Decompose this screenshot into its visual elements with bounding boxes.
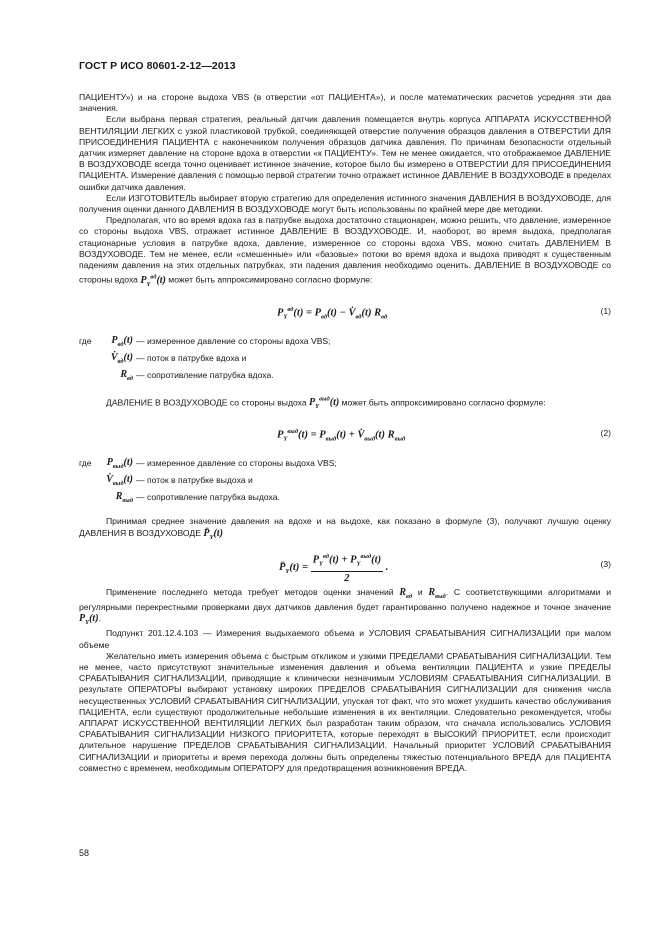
paragraph-9: Желательно иметь измерения объема с быстрым откликом и узкими ПРЕДЕЛАМИ СРАБАТЫВАНИЯ СИГНАЛИЗАЦИИ. Тем не менее, часто присутствуют значительные изменения давления и объема вентиляции ПАЦИЕНТА и узкие ПРЕДЕЛЫ СРАБАТЫВАНИЯ СИГНАЛИЗАЦИИ, приводящие к клинически незначимым УСЛОВИЯМ СРАБАТЫВАНИЯ СИГНАЛИЗАЦИИ. В результате ОПЕРАТОРЫ выбирают установку широких ПРЕДЕЛОВ СРАБАТЫВАНИЯ СИГНАЛИЗАЦИИ для снижения числа несущественных УСЛОВИЙ СРАБАТЫВАНИЯ СИГНАЛИЗАЦИИ, упуская тот факт, что это может ухудшить качество обслуживания ПАЦИЕНТА, если существуют продолжительные небольшие изменения в их вентиляции. Следовательно рекомендуется, чтобы АППАРАТ ИСКУССТВЕННОЙ ВЕНТИЛЯЦИИ ЛЕГКИХ был разработан таким образом, что сначала использовались УСЛОВИЯ СРАБАТЫВАНИЯ СИГНАЛИЗАЦИИ НИЗКОГО ПРИОРИТЕТА, которые переходят в ВЫСОКИЙ ПРИОРИТЕТ, если происходит длительное нарушение ПРЕДЕЛОВ СРАБАТЫВАНИЯ СИГНАЛИЗАЦИИ. Начальный приоритет УСЛОВИЙ СРАБАТЫВАНИЯ СИГНАЛИЗАЦИИ и приоритеты и время перехода должны быть определены тяжестью потенциального ВРЕДА для ПАЦИЕНТА совместно с временем, необходимым ОПЕРАТОРУ для предотвращения возникновения ВРЕДА.: [79, 650, 611, 773]
equation-2-formula: $P_Y^{выд}(t) = P_{выд}(t)$ + $V̇_{выд}(t)$ $R_{выд}$: [277, 428, 406, 443]
paragraph-6: Принимая среднее значение давления на вдохе и на выдохе, как показано в формуле (3), получают лучшую оценку ДАВЛЕНИЯ В ВОЗДУХОВОДЕ $P̄_Y(t)$: [79, 516, 611, 541]
definition-row: $R_{выд}$ — сопротивление патрубка выдоха.: [79, 492, 611, 504]
paragraph-1: ПАЦИЕНТУ») и на стороне выдоха VBS (в отверстии «от ПАЦИЕНТА»), и после математических расчетов усредняя эти два значения.: [79, 92, 611, 114]
equation-1-formula: $P_Y^{вд}(t) = P_{вд}(t)$ − $V̇_{вд}(t)$ $R_{вд}$: [277, 305, 388, 321]
inline-formula-paw-mean: $P̄_Y(t)$: [203, 527, 223, 541]
definition-row: где $P_{выд}(t)$ — измеренное давление со стороны выдоха VBS;: [79, 458, 611, 470]
paragraph-3: Если ИЗГОТОВИТЕЛЬ выбирает вторую стратегию для определения истинного значения ДАВЛЕНИЯ В ВОЗДУХОВОДЕ, для получения оценки данного ДАВЛЕНИЯ В ВОЗДУХОВОДЕ могут быть использованы по крайней мере две методики.: [79, 192, 611, 215]
page-number: 58: [79, 848, 90, 858]
equation-3: [79, 549, 611, 584]
symbol-r-insp: $R_{вд}$: [120, 368, 133, 382]
document-body: [79, 92, 611, 774]
symbol-p-exp: $P_{выд}(t)$: [106, 457, 133, 471]
document-header: ГОСТ Р ИСО 80601-2-12—2013: [79, 60, 236, 72]
inline-formula-paw-insp: $P_Y^{вд}(t)$: [140, 273, 166, 288]
subclause-heading: Подпункт 201.12.4.103 — Измерения выдыхаемого объема и УСЛОВИЯ СРАБАТЫВАНИЯ СИГНАЛИЗАЦИИ при малом объеме: [79, 628, 611, 650]
paragraph-2: Если выбрана первая стратегия, реальный датчик давления помещается внутрь корпуса АППАРАТА ИСКУССТВЕННОЙ ВЕНТИЛЯЦИИ ЛЕГКИХ с узкой пластиковой трубкой, соединяющей отверстие получения образцов давления в ОТВЕРСТИИ ДЛЯ ПРИСОЕДИНЕНИЯ ПАЦИЕНТА с наконечником получения образцов датчика давления. По причинам безопасности отдельный датчик измеряет давление на стороне вдоха в отверстии «к ПАЦИЕНТУ». Тем не менее ожидается, что отображаемое ДАВЛЕНИЕ В ВОЗДУХОВОДЕ всегда точно оценивает истинное значение, которое было бы измерено в ОТВЕРСТИИ ДЛЯ ПРИСОЕДИНЕНИЯ ПАЦИЕНТА. Измерение давления с помощью первой стратегии точно отражает истинное ДАВЛЕНИЕ В ВОЗДУХОВОДЕ в пределах ошибки датчика давления.: [79, 114, 611, 192]
symbol-flow-exp: $V̇_{выд}(t)$: [106, 474, 133, 488]
paragraph-7: Применение последнего метода требует методов оценки значений $R_{вд}$ и $R_{выд}$. С соответствующими алгоритмами и регулярными перекрестными проверками двух датчиков давления будет гарантированно получено надежное и точное значение $P_Y(t)$.: [79, 586, 612, 627]
symbol-flow-insp: $V̇_{вд}(t)$: [110, 351, 133, 365]
equation-2: [79, 426, 611, 444]
equation-1: [79, 304, 611, 322]
definition-row: где $P_{вд}(t)$ — измеренное давление со стороны вдоха VBS;: [79, 336, 611, 348]
inline-formula-paw-exp: $P_Y^{выд}(t)$: [309, 395, 340, 411]
paragraph-5: ДАВЛЕНИЕ В ВОЗДУХОВОДЕ со стороны выдоха $P_Y^{выд}(t)$ может быть аппроксимировано согласно формуле:: [106, 395, 546, 411]
paragraph-4: Предполагая, что во время вдоха газ в патрубке выдоха достаточно стационарен, можно решить, что давление, измеренное со стороны выдоха VBS, отражает истинное ДАВЛЕНИЕ В ВОЗДУХОВОДЕ. И, наоборот, во время выдоха, предполагая стационарные условия в патрубке вдоха, давление, измеренное со стороны вдоха VBS, можно считать ДАВЛЕНИЕМ В ВОЗДУХОВОДЕ. Тем не менее, если «смешенные» или «базовые» потоки во время вдоха и выдоха приводят к существенным падениям давления на этих отдельных патрубках, эти падения давления необходимо оценить. ДАВЛЕНИЕ В ВОЗДУХОВОДЕ со стороны вдоха $P_Y^{вд}(t)$ может быть аппроксимировано согласно формуле:: [79, 215, 611, 288]
definition-row: $V̇_{выд}(t)$ — поток в патрубке выдоха и: [79, 475, 611, 487]
equation-3-number: (3): [600, 558, 611, 569]
equation-1-number: (1): [600, 305, 611, 316]
definition-row: $V̇_{вд}(t)$ — поток в патрубке вдоха и: [79, 353, 611, 365]
definition-row: $R_{вд}$ — сопротивление патрубка вдоха.: [79, 370, 611, 382]
symbol-r-exp: $R_{выд}$: [115, 491, 133, 505]
symbol-p-insp: $P_{вд}(t)$: [111, 334, 133, 348]
equation-2-number: (2): [600, 428, 611, 439]
equation-3-formula: $P̄_Y(t)$ = $\frac{P_Y^{вд}(t) + P_Y^{выд}(t)}{2}$ .: [279, 552, 389, 584]
